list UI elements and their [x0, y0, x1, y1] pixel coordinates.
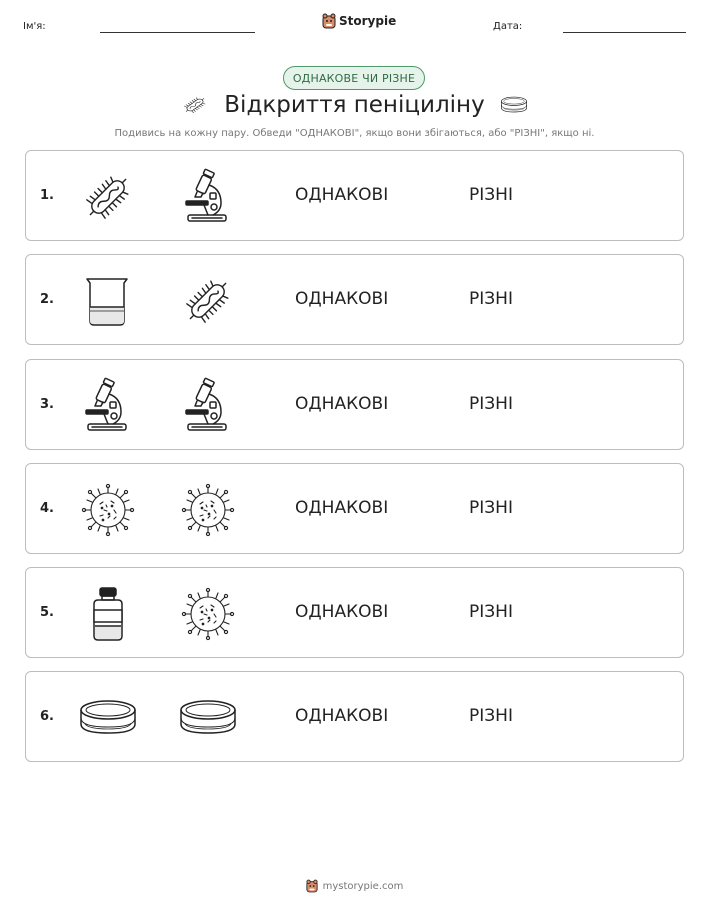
- different-option[interactable]: РІЗНІ: [469, 602, 513, 622]
- left-picture: [78, 584, 138, 644]
- same-option[interactable]: ОДНАКОВІ: [295, 602, 389, 622]
- beaker-icon: [78, 271, 138, 331]
- row-number: 6.: [40, 709, 54, 724]
- virus-icon: [78, 480, 138, 540]
- mascot-icon: [306, 879, 318, 893]
- different-option[interactable]: РІЗНІ: [469, 498, 513, 518]
- virus-icon: [178, 480, 238, 540]
- right-picture: [178, 271, 238, 331]
- left-picture: [78, 167, 138, 227]
- microscope-icon: [78, 376, 138, 436]
- different-option[interactable]: РІЗНІ: [469, 394, 513, 414]
- row-number: 5.: [40, 605, 54, 620]
- left-picture: [78, 271, 138, 331]
- name-line[interactable]: [100, 32, 255, 33]
- bacteria-icon: [78, 167, 138, 227]
- name-label: Ім'я:: [23, 21, 46, 32]
- petri-dish-icon: [496, 91, 532, 119]
- same-option[interactable]: ОДНАКОВІ: [295, 706, 389, 726]
- row-number: 4.: [40, 501, 54, 516]
- different-option[interactable]: РІЗНІ: [469, 185, 513, 205]
- worksheet-type-badge: ОДНАКОВЕ ЧИ РІЗНЕ: [283, 66, 425, 90]
- exercise-row-5: [25, 567, 684, 658]
- exercise-row-6: [25, 671, 684, 762]
- right-picture: [178, 584, 238, 644]
- exercise-row-4: [25, 463, 684, 554]
- left-picture: [78, 376, 138, 436]
- same-option[interactable]: ОДНАКОВІ: [295, 394, 389, 414]
- right-picture: [178, 480, 238, 540]
- bacteria-icon: [178, 271, 238, 331]
- microscope-icon: [178, 376, 238, 436]
- date-label: Дата:: [493, 21, 523, 32]
- row-number: 1.: [40, 188, 54, 203]
- brand-name: Storypie: [339, 14, 397, 28]
- right-picture: [178, 376, 238, 436]
- mascot-icon: [322, 13, 336, 29]
- microscope-icon: [178, 167, 238, 227]
- left-picture: [78, 688, 138, 748]
- exercise-row-1: [25, 150, 684, 241]
- petri-dish-icon: [78, 688, 138, 748]
- right-picture: [178, 167, 238, 227]
- same-option[interactable]: ОДНАКОВІ: [295, 289, 389, 309]
- exercise-row-2: [25, 254, 684, 345]
- petri-dish-icon: [178, 688, 238, 748]
- virus-icon: [178, 584, 238, 644]
- footer-url[interactable]: mystorypie.com: [322, 880, 404, 892]
- row-number: 2.: [40, 292, 54, 307]
- date-line[interactable]: [563, 32, 686, 33]
- right-picture: [178, 688, 238, 748]
- page-title: Відкриття пеніциліну: [224, 92, 485, 118]
- different-option[interactable]: РІЗНІ: [469, 706, 513, 726]
- row-number: 3.: [40, 397, 54, 412]
- different-option[interactable]: РІЗНІ: [469, 289, 513, 309]
- exercise-row-3: [25, 359, 684, 450]
- left-picture: [78, 480, 138, 540]
- same-option[interactable]: ОДНАКОВІ: [295, 185, 389, 205]
- brand-logo: [322, 13, 396, 29]
- vial-icon: [78, 584, 138, 644]
- instructions: Подивись на кожну пару. Обведи "ОДНАКОВІ", якщо вони збігаються, або "РІЗНІ", якщо ні.: [114, 128, 595, 139]
- footer: [0, 879, 709, 893]
- same-option[interactable]: ОДНАКОВІ: [295, 498, 389, 518]
